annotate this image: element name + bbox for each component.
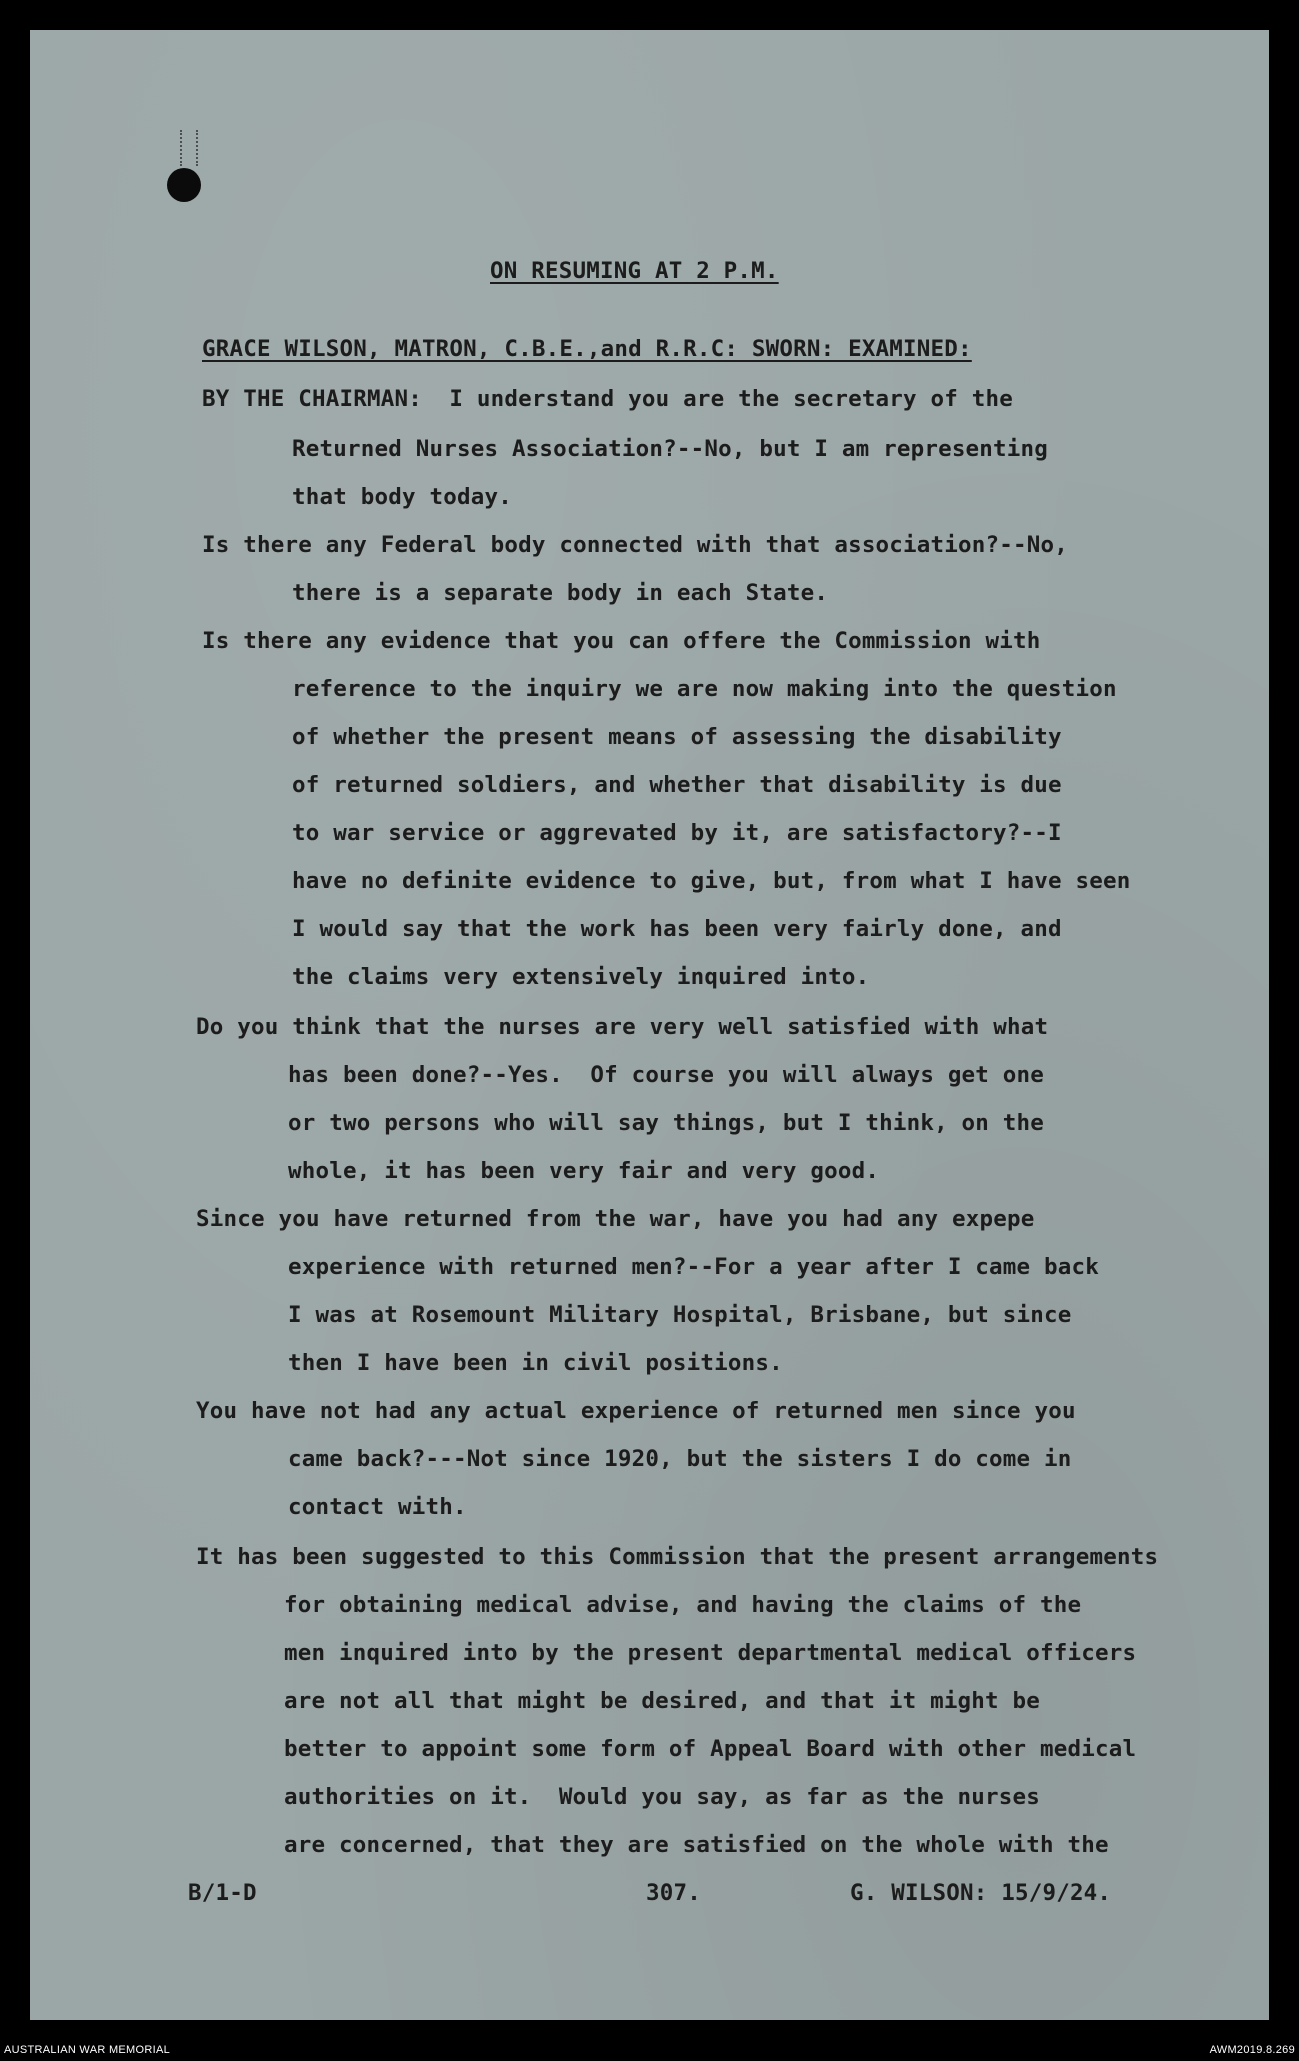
- transcript-line: whole, it has been very fair and very good.: [288, 1158, 880, 1184]
- transcript-line: the claims very extensively inquired into.: [292, 964, 870, 990]
- punch-hole: [167, 168, 201, 202]
- transcript-line: better to appoint some form of Appeal Board with other medical: [284, 1736, 1137, 1762]
- page-number: 307.: [646, 1880, 701, 1906]
- transcript-line: You have not had any actual experience of returned men since you: [196, 1398, 1076, 1424]
- transcript-line: have no definite evidence to give, but, from what I have seen: [292, 868, 1131, 894]
- footer-reference: B/1-D: [188, 1880, 257, 1906]
- transcript-line: Since you have returned from the war, have you had any expepe: [196, 1206, 1035, 1232]
- transcript-line: reference to the inquiry we are now making into the question: [292, 676, 1117, 702]
- transcript-line: are not all that might be desired, and that it might be: [284, 1688, 1041, 1714]
- transcript-line: came back?---Not since 1920, but the sisters I do come in: [288, 1446, 1072, 1472]
- transcript-line: or two persons who will say things, but I think, on the: [288, 1110, 1045, 1136]
- witness-heading: GRACE WILSON, MATRON, C.B.E.,and R.R.C: SWORN: EXAMINED:: [202, 336, 972, 362]
- transcript-line: BY THE CHAIRMAN: I understand you are the secretary of the: [202, 386, 1014, 412]
- transcript-line: men inquired into by the present departmental medical officers: [284, 1640, 1137, 1666]
- transcript-line: of whether the present means of assessing the disability: [292, 724, 1062, 750]
- transcript-line: that body today.: [292, 484, 512, 510]
- archive-caption: AUSTRALIAN WAR MEMORIAL: [4, 2044, 171, 2056]
- transcript-line: Do you think that the nurses are very well satisfied with what: [196, 1014, 1049, 1040]
- transcript-line: authorities on it. Would you say, as far as the nurses: [284, 1784, 1041, 1810]
- document-page: [30, 30, 1269, 2020]
- transcript-line: Is there any evidence that you can offere the Commission with: [202, 628, 1041, 654]
- transcript-line: then I have been in civil positions.: [288, 1350, 783, 1376]
- transcript-line: of returned soldiers, and whether that disability is due: [292, 772, 1062, 798]
- transcript-line: Returned Nurses Association?--No, but I am representing: [292, 436, 1049, 462]
- transcript-line: It has been suggested to this Commission that the present arrangements: [196, 1544, 1159, 1570]
- staple-mark: [180, 130, 198, 166]
- transcript-line: there is a separate body in each State.: [292, 580, 829, 606]
- transcript-line: are concerned, that they are satisfied on the whole with the: [284, 1832, 1109, 1858]
- transcript-line: for obtaining medical advise, and having the claims of the: [284, 1592, 1082, 1618]
- page-heading: ON RESUMING AT 2 P.M.: [490, 258, 779, 284]
- transcript-line: has been done?--Yes. Of course you will always get one: [288, 1062, 1045, 1088]
- transcript-line: experience with returned men?--For a year after I came back: [288, 1254, 1100, 1280]
- transcript-line: I would say that the work has been very fairly done, and: [292, 916, 1062, 942]
- accession-number: AWM2019.8.269: [1209, 2044, 1295, 2056]
- witness-signature: G. WILSON: 15/9/24.: [850, 1880, 1112, 1906]
- transcript-line: Is there any Federal body connected with that association?--No,: [202, 532, 1069, 558]
- transcript-line: contact with.: [288, 1494, 467, 1520]
- transcript-line: to war service or aggrevated by it, are satisfactory?--I: [292, 820, 1062, 846]
- transcript-line: I was at Rosemount Military Hospital, Brisbane, but since: [288, 1302, 1072, 1328]
